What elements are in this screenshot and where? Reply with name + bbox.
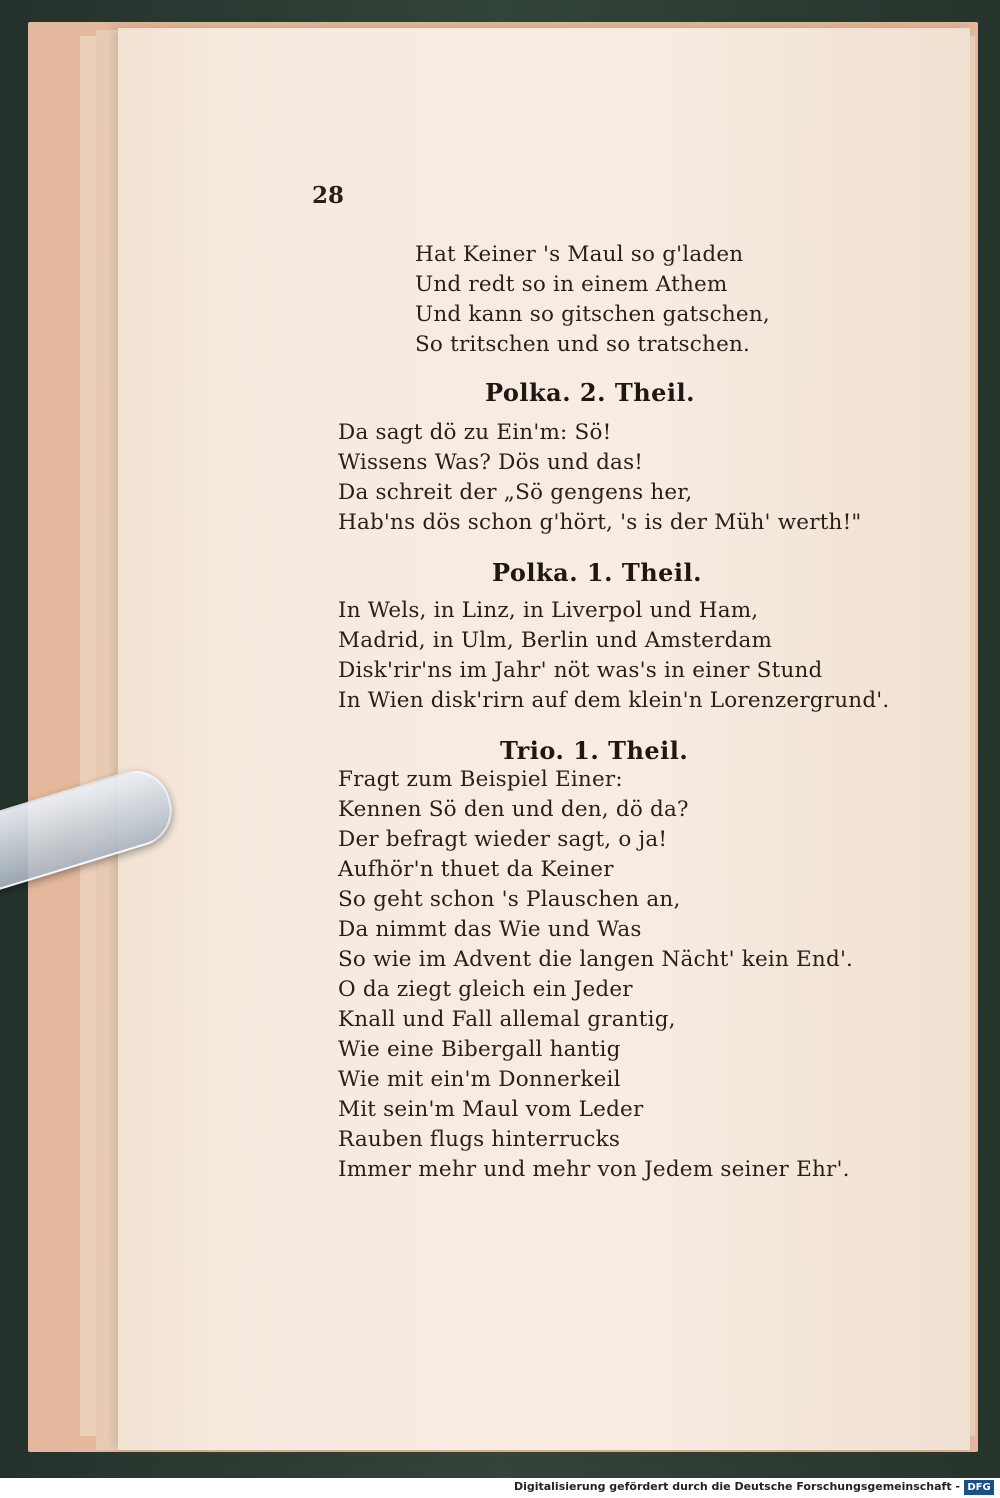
stanza-2 xyxy=(338,418,862,538)
stanza-1 xyxy=(415,240,770,360)
section-heading: Polka. 1. Theil. xyxy=(492,558,702,587)
verse-line: Hab'ns dös schon g'hört, 's is der Müh' werth!" xyxy=(338,510,862,535)
verse-line: Wissens Was? Dös und das! xyxy=(338,450,644,475)
verse-line: Da sagt dö zu Ein'm: Sö! xyxy=(338,420,612,445)
verse-line: So tritschen und so tratschen. xyxy=(415,332,751,357)
verse-line: Und redt so in einem Athem xyxy=(415,272,728,297)
verse-line: Und kann so gitschen gatschen, xyxy=(415,302,770,327)
verse-line: Rauben flugs hinterrucks xyxy=(338,1127,621,1152)
stanza-4 xyxy=(338,765,853,1185)
page-number: 28 xyxy=(312,182,345,209)
stanza-3 xyxy=(338,596,889,716)
section-heading: Polka. 2. Theil. xyxy=(485,378,695,407)
verse-line: Madrid, in Ulm, Berlin und Amsterdam xyxy=(338,628,773,653)
verse-line: Wie mit ein'm Donnerkeil xyxy=(338,1067,621,1092)
verse-line: Aufhör'n thuet da Keiner xyxy=(338,857,614,882)
verse-line: Hat Keiner 's Maul so g'laden xyxy=(415,242,744,267)
verse-line: Da nimmt das Wie und Was xyxy=(338,917,642,942)
verse-line: So wie im Advent die langen Nächt' kein End'. xyxy=(338,947,854,972)
verse-line: Wie eine Bibergall hantig xyxy=(338,1037,621,1062)
footer-credit: Digitalisierung gefördert durch die Deutsche Forschungsgemeinschaft - xyxy=(513,1480,960,1493)
verse-line: Da schreit der „Sö gengens her, xyxy=(338,480,693,505)
verse-line: Fragt zum Beispiel Einer: xyxy=(338,767,623,792)
verse-line: Kennen Sö den und den, dö da? xyxy=(338,797,689,822)
verse-line: In Wien disk'rirn auf dem klein'n Lorenzergrund'. xyxy=(338,688,890,713)
verse-line: Mit sein'm Maul vom Leder xyxy=(338,1097,644,1122)
dfg-logo: DFG xyxy=(964,1480,994,1495)
verse-line: Der befragt wieder sagt, o ja! xyxy=(338,827,668,852)
verse-line: In Wels, in Linz, in Liverpol und Ham, xyxy=(338,598,759,623)
verse-line: O da ziegt gleich ein Jeder xyxy=(338,977,633,1002)
section-heading: Trio. 1. Theil. xyxy=(500,736,689,765)
verse-line: Disk'rir'ns im Jahr' nöt was's in einer Stund xyxy=(338,658,823,683)
verse-line: Immer mehr und mehr von Jedem seiner Ehr'. xyxy=(338,1157,850,1182)
verse-line: So geht schon 's Plauschen an, xyxy=(338,887,681,912)
verse-line: Knall und Fall allemal grantig, xyxy=(338,1007,676,1032)
